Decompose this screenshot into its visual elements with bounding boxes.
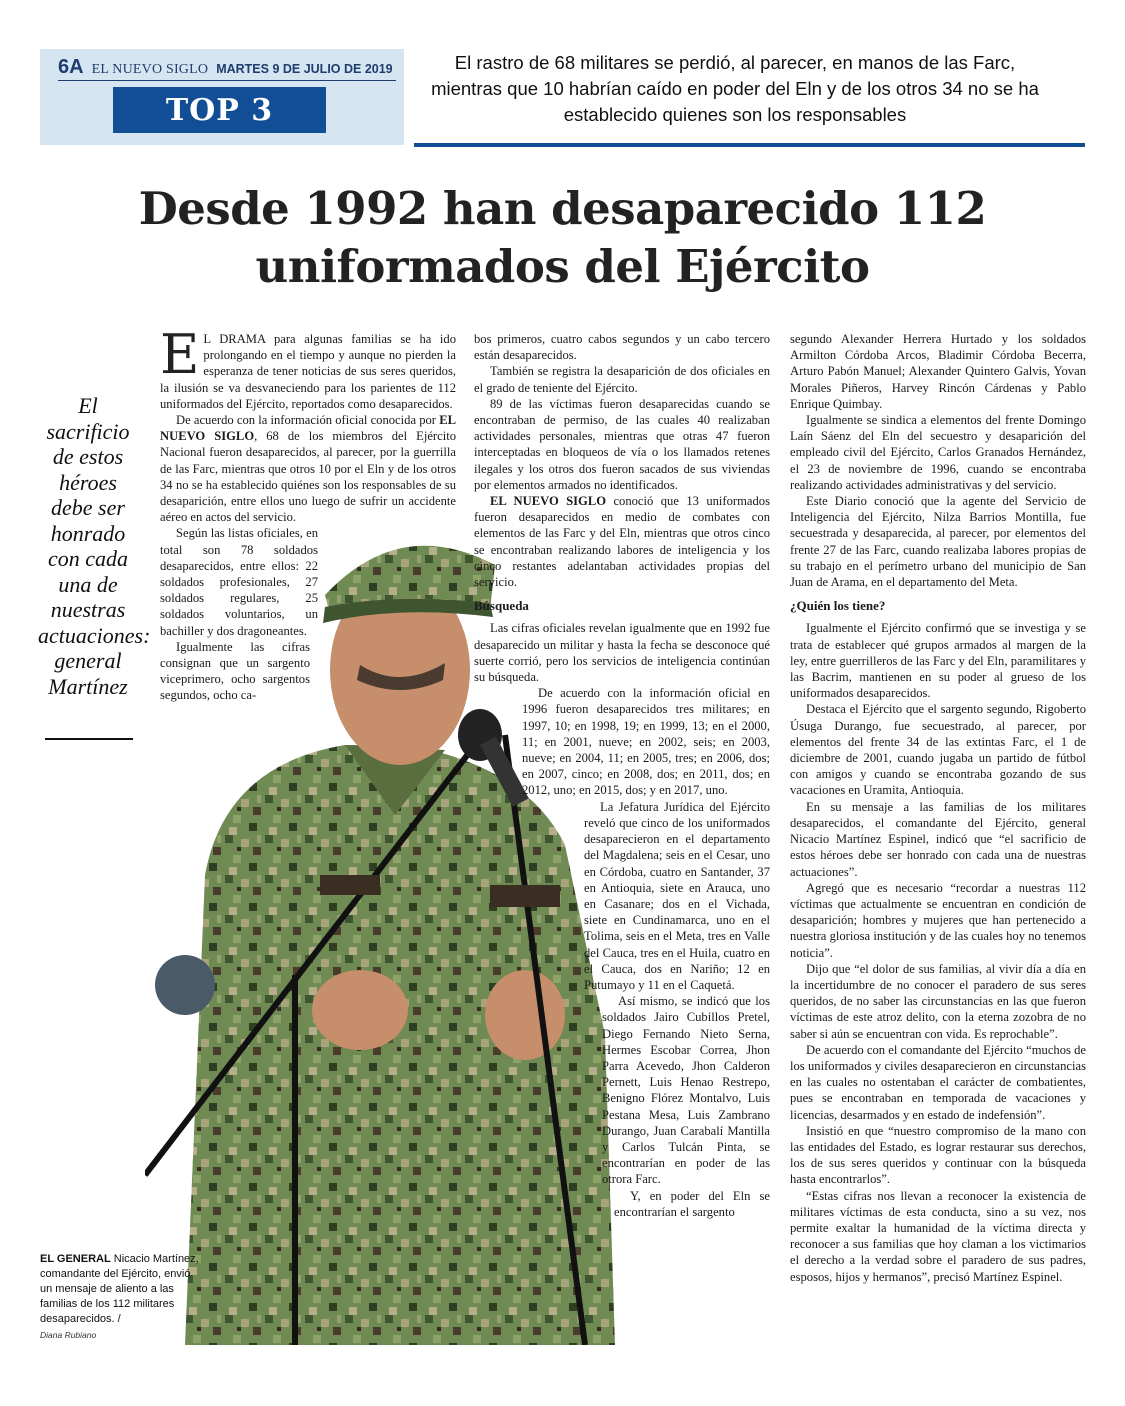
header-rule	[414, 143, 1085, 147]
paragraph: Igualmente el Ejército confirmó que se investiga y se trata de establecer qué grupos armados al margen de la ley, entre guerrilleros de las Farc y del Eln, paramilitares y las Bacrim, mantienen en su poder al grueso de los uniformados desaparecidos.	[790, 621, 1086, 701]
paragraph: segundo Alexander Herrera Hurtado y los soldados Armilton Córdoba Arcos, Bladimir Córdoba Becerra, Arturo Pabón Manuel; Alexander Quintero Galvis, Yovan Morales Piñeros, Harvey Rincón Cárdenas y Pablo Enrique Quimbay.	[790, 332, 1086, 411]
paragraph: De acuerdo con la información oficial conocida por EL NUEVO SIGLO, 68 de los miembros del Ejército Nacional fueron desaparecidos, al parecer, por la guerrilla de las Farc, mientras que otros 10 por el Eln y de los otros 34 no se ha establecido quiénes son los responsables de su desaparición, entre ellos uno luego de sufrir un accidente aéreo en actos del servicio.	[160, 413, 456, 525]
paragraph: Así mismo, se indicó que los soldados Jairo Cubillos Pretel, Diego Fernando Nieto Serna, Hermes Escobar Correa, Jhon Parra Acevedo, Jhon Calderon Pernett, Luis Henao Restrepo, Benigno Flórez Montalvo, Luis Pestana Mesa, Luis Zambrano Durango, Juan Carabalí Mantilla y Carlos Tulcán Pinta, se encontrarían en poder de las otrora Farc.	[602, 994, 770, 1187]
column-2	[474, 331, 770, 1220]
drop-cap: E	[160, 323, 200, 386]
paragraph: Igualmente se sindica a elementos del frente Domingo Laín Sáenz del Eln del secuestro y desaparición del empleado civil del Ejército, Carlos Granados Hernández, el 23 de noviembre de 1996, cuando se encontraba realizando actividades administrativas y del servicio.	[790, 413, 1086, 492]
subhead-busqueda: Búsqueda	[474, 598, 529, 614]
paragraph: Según las listas oficiales, en total son 78 soldados desaparecidos, entre ellos: 22 soldados profesionales, 27 soldados regulares, 25 soldados voluntarios, un bachiller y dos dragoneantes.	[160, 526, 318, 638]
subhead-quien-los-tiene: ¿Quién los tiene?	[790, 598, 886, 614]
lead-paragraph: E L DRAMA para algunas familias se ha ido prolongando en el tiempo y aunque no pierden la esperanza de tener noticias de sus seres queridos, la ilusión se va desvaneciendo para los parientes de 112 uniformados del Ejército, reportados como desaparecidos.	[160, 323, 456, 411]
paragraph: 89 de las víctimas fueron desaparecidas cuando se encontraban de permiso, de las cuales 40 realizaban actividades personales, mientras que otras 47 fueron interceptadas en bloqueos de vía o los llamados retenes ilegales y los otros dos fueron sacados de sus viviendas por elementos armados no identificados.	[474, 396, 770, 492]
paper-mention: EL NUEVO SIGLO	[160, 413, 456, 444]
kicker: El rastro de 68 militares se perdió, al parecer, en manos de las Farc, mientras que 10 habrían caído en poder del Eln y de los otros 34 no se ha establecido quienes son los responsables	[431, 52, 1039, 125]
newspaper-name: EL NUEVO SIGLO	[91, 62, 209, 77]
paragraph: bos primeros, cuatro cabos segundos y un cabo tercero están desaparecidos.	[474, 332, 770, 363]
paragraph: Igualmente las cifras consignan que un sargento viceprimero, ocho sargentos segundos, ocho ca-	[160, 639, 310, 703]
paragraph: También se registra la desaparición de dos oficiales en el grado de teniente del Ejército.	[474, 364, 770, 395]
headline-line-2: uniformados del Ejército	[255, 240, 870, 293]
column-3	[790, 331, 1086, 1285]
folio-rule	[58, 80, 396, 81]
paragraph: La Jefatura Jurídica del Ejército reveló que cinco de los uniformados desaparecieron en el departamento del Magdalena; seis en el Cesar, uno en Córdoba, cuatro en Santander, 37 en Antioquia, siete en Arauca, uno en Casanare; dos en el Vichada, siete en Cundinamarca, uno en el Tolima, seis en el Meta, tres en Valle del Cauca, tres en el Huila, cuatro en el Cauca, dos en Nariño; 12 en Putumayo y 11 en el Caquetá.	[584, 799, 770, 992]
caption-lead: EL GENERAL	[40, 1253, 111, 1265]
pull-quote: El sacrificio de estos héroes debe ser honrado con cada una de nuestras actuaciones: general Martínez	[38, 393, 151, 699]
paragraph: En su mensaje a las familias de los militares desaparecidos, el comandante del Ejército, general Nicacio Martínez Espinel, indicó que “el sacrificio de estos héroes debe ser honrado con cada una de nuestras actuaciones”.	[790, 799, 1086, 879]
paragraph: Las cifras oficiales revelan igualmente que en 1992 fue desaparecido un militar y hasta la fecha se desconoce qué suerte corrió, pero los servicios de inteligencia continúan su búsqueda.	[474, 621, 770, 685]
paragraph: De acuerdo con la información oficial en 1996 fueron desaparecidos tres militares; en 1997, 10; en 1998, 19; en 1999, 13; en el 2000, 11; en 2001, nueve; en 2002, seis; en 2003, nueve; en 2004, 11; en 2005, tres; en 2006, dos; en 2007, cinco; en 2008, dos; en 2011, dos; en 2012, uno; en 2015, dos; y en 2017, uno.	[522, 686, 770, 798]
paragraph: Agregó que es necesario “recordar a nuestras 112 víctimas que actualmente se encuentran en condición de desaparición; hombres y mujeres que han pertenecido a nuestra gloriosa institución y de las cuales hoy no tenemos noticia”.	[790, 880, 1086, 960]
paragraph: Destaca el Ejército que el sargento segundo, Rigoberto Úsuga Durango, fue secuestrado, al parecer, por elementos del frente 34 de las extintas Farc, el 1 de diciembre de 2001, cuando jugaba un partido de fútbol con amigos y cuando se encontraba gozando de sus vacaciones en Uramita, Antioquia.	[790, 702, 1086, 798]
folio	[58, 56, 393, 78]
issue-date: MARTES 9 DE JULIO DE 2019	[216, 62, 393, 76]
paragraph: Este Diario conoció que la agente del Servicio de Inteligencia del Ejército, Nilza Barrios Montilla, fue secuestrada y desaparecida, al parecer, por elementos del frente 27 de las Farc, cuando realizaba labores propias de su trabajo en el perímetro urbano del municipio de San Juan de Arama, en el departamento del Meta.	[790, 494, 1086, 590]
paragraph: “Estas cifras nos llevan a reconocer la existencia de militares víctimas de esta conducta, sino a su vez, nos permite exaltar la humanidad de la víctima directa y reconocer a sus familias que hoy claman a los victimarios el derecho a la verdad sobre el paradero de sus padres, esposos, hijos y hermanos”, precisó Martínez Espinel.	[790, 1188, 1086, 1284]
section-label: TOP 3	[113, 87, 326, 133]
photo-caption	[40, 1252, 200, 1327]
paragraph: De acuerdo con el comandante del Ejército “muchos de los uniformados y civiles desaparecieron en circunstancias en las cuales no ostentaban el carácter de combatientes, pues se encontraban en temporada de vacaciones y licencias, desarmados y en estado de indefensión”.	[790, 1042, 1086, 1122]
paragraph: Dijo que “el dolor de sus familias, al vivir día a día en la incertidumbre de no conocer el paradero de sus seres queridos, de no saber las circunstancias en las que fueron víctimas de este atroz delito, con la eterna zozobra de no saber si aún se encuentran con vida. Es reprochable”.	[790, 961, 1086, 1041]
paragraph: Y, en poder del Eln se encontrarían el sargento	[614, 1188, 770, 1219]
column-1	[160, 323, 456, 704]
paper-mention: EL NUEVO SIGLO	[490, 494, 607, 509]
caption-text: Nicacio Martínez, comandante del Ejército, envió un mensaje de aliento a las familias de los 112 militares desaparecidos. /	[40, 1253, 199, 1325]
paragraph: Insistió en que “nuestro compromiso de la mano con las entidades del Estado, es lograr restaurar sus derechos, los de sus seres queridos y continuar con la búsqueda hasta encontrarlos”.	[790, 1123, 1086, 1187]
page-number: 6A	[58, 56, 84, 78]
headline	[60, 180, 1065, 296]
photo-credit: Diana Rubiano	[40, 1330, 97, 1340]
headline-line-1: Desde 1992 han desaparecido 112	[138, 182, 987, 235]
pull-quote-rule	[45, 738, 133, 740]
paragraph: EL NUEVO SIGLO conoció que 13 uniformados fueron desaparecidos en medio de combates con elementos de las Farc y del Eln, mientras que otros cinco se encontraban realizando labores de inteligencia y los cinco restantes adelantaban actividades propias del servicio.	[474, 494, 770, 590]
